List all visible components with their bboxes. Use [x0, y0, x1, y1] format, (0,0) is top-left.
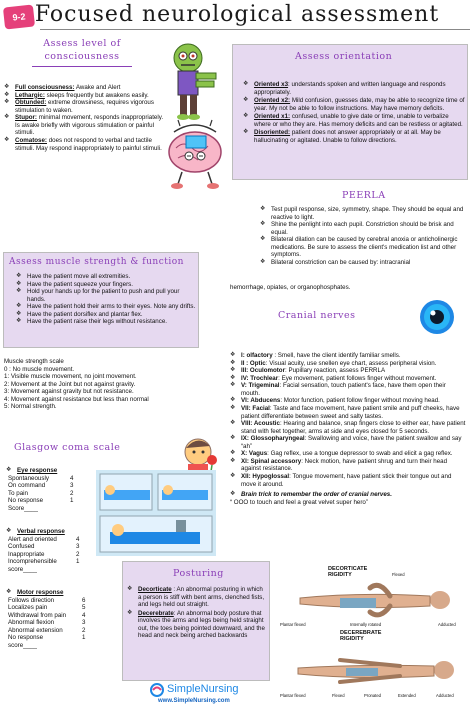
gcs-score: 4	[70, 474, 74, 482]
orientation-heading: Assess orientation	[295, 51, 393, 62]
gcs-label: score____	[8, 565, 37, 573]
patient-bed-illustration	[96, 470, 216, 556]
gcs-score: 1	[70, 497, 74, 505]
eye-rows	[8, 475, 96, 513]
scale-row: 2: Movement at the Joint but not against gravity.	[4, 380, 136, 388]
cranial-nerves-section	[228, 310, 468, 560]
footer-logo	[150, 683, 239, 697]
consciousness-item: ❖ Comatose: does not respond to verbal and tactile stimuli. May respond inappropriately to painful stimuli.	[4, 136, 162, 152]
gcs-score: 3	[70, 482, 74, 490]
decerebrate-label: Extended	[398, 693, 416, 698]
verbal-response-title: ❖ Verbal response	[6, 528, 65, 535]
consciousness-item: ❖ Obtunded: extreme drowsiness, requires vigorous stimulation to waken.	[4, 99, 154, 114]
motor-response-title: ❖ Motor response	[6, 589, 64, 596]
consciousness-item: ❖ Lethargic: sleeps frequently but awakens easily.	[4, 91, 149, 99]
gcs-label: Spontaneously	[8, 474, 49, 482]
cranial-item: ❖ VIII: Acoustic: Hearing and balance, snap fingers close to either ear, have patient stand with feet together, arms at side and eyes closed for 5 seconds.	[230, 420, 466, 435]
cranial-item: ❖ III: Oculomotor: Pupillary reaction, assess PERRLA	[230, 367, 386, 375]
muscle-strength-scale	[4, 358, 204, 411]
peerla-item: ❖ Test pupil response, size, symmetry, shape. They should be equal and reactive to light.	[260, 206, 464, 221]
glasgow-verbal-response	[6, 528, 96, 573]
decorticate-figure	[280, 566, 470, 632]
brand-name: SimpleNursing	[167, 683, 239, 696]
decerebrate-body-illustration	[280, 642, 470, 692]
consciousness-item: ❖ Stupor: minimal movement, responds inappropriately. Is awake briefly with vigorous stimulation or painful stimuli.	[4, 114, 164, 137]
scale-row: 1: Visible muscle movement, no joint movement.	[4, 373, 137, 381]
motor-rows	[8, 597, 96, 650]
gcs-score: 2	[82, 626, 86, 634]
orientation-panel	[232, 44, 468, 180]
gcs-label: Abnormal flexion	[8, 619, 55, 627]
zombie-illustration	[160, 40, 220, 120]
cranial-list	[230, 352, 466, 506]
cranial-item: ❖ VII: Facial: Taste and face movement, have patient smile and puff cheeks, have patient differentiate between sweet and salty tastes.	[230, 404, 460, 420]
cranial-item: ❖ VI: Abducens: Motor function, patient follow finger without moving head.	[230, 397, 440, 405]
gcs-score: 4	[76, 535, 80, 543]
gcs-label: Inappropriate	[8, 550, 45, 558]
gcs-score: 1	[76, 558, 80, 566]
peerla-section	[232, 188, 468, 296]
cranial-item: ❖ XI: Spinal accessory: Neck motion, have patient shrug and turn their head against resistance.	[230, 457, 448, 473]
gcs-score: 5	[82, 604, 86, 612]
gcs-score: 2	[76, 550, 80, 558]
simplenursing-logo-icon	[150, 683, 164, 697]
glasgow-eye-response	[6, 467, 96, 512]
gcs-score: 1	[82, 634, 86, 642]
muscle-item: ❖ Have the patient hold their arms to their eyes. Note any drifts.	[16, 303, 196, 311]
orientation-item: ❖ Oriented x1: confused, unable to give date or time, unable to verbalize where or who they are. Has memory deficits and can be restless or agitated.	[243, 113, 463, 128]
decorticate-label: Adducted	[438, 622, 456, 627]
chapter-badge: 9-2	[3, 4, 35, 29]
cranial-item: ❖ V: Trigeminal: Facial sensation, touch patient's face, have them open their mouth.	[230, 382, 446, 397]
muscle-item: ❖ Have the patient dorsiflex and plantar flex.	[16, 310, 143, 318]
orientation-list	[243, 81, 465, 145]
page-title: Focused neurological assessment	[34, 2, 440, 27]
dizzy-brain-illustration	[164, 118, 226, 190]
glasgow-heading: Glasgow coma scale	[14, 442, 121, 453]
gcs-label: Withdrawal from pain	[8, 611, 67, 619]
gcs-score: 4	[82, 611, 86, 619]
gcs-label: Alert and oriented	[8, 535, 57, 543]
gcs-label: Confused	[8, 543, 35, 551]
gcs-label: To pain	[8, 489, 28, 497]
decerebrate-label: Pronated	[364, 693, 381, 698]
posturing-heading: Posturing	[173, 568, 224, 579]
decerebrate-label: Adducted	[436, 693, 454, 698]
gcs-label: Score____	[8, 504, 38, 512]
gcs-label: Localizes pain	[8, 604, 48, 612]
gcs-score: 3	[76, 543, 80, 551]
title-divider	[40, 29, 470, 30]
cranial-item: ❖ IV: Trochlear: Eye movement, patient follows finger without movement.	[230, 374, 437, 382]
orientation-item: ❖ Disoriented: patient does not answer appropriately or at all. May be hallucinating or agitated. Unable to follow directions.	[243, 129, 441, 144]
muscle-item: ❖ Have the patient squeeze your fingers.	[16, 280, 133, 288]
gcs-label: No response	[8, 497, 44, 505]
footer-url[interactable]: www.SimpleNursing.com	[158, 698, 230, 704]
consciousness-list	[4, 84, 164, 152]
peerla-item: ❖ Bilateral constriction can be caused by: intracranial	[260, 258, 411, 266]
muscle-heading: Assess muscle strength & function	[9, 257, 184, 267]
decorticate-label: Flexed	[392, 572, 405, 577]
eye-response-title: ❖ Eye response	[6, 467, 58, 474]
cranial-item: ❖ X: Vagus: Gag reflex, use a tongue depressor to swab and elicit a gag reflex.	[230, 450, 453, 458]
posturing-item: ❖ Decerebrate: An abnormal body posture that involves the arms and legs being held straight out, the toes being pointed downward, and the head and neck being arched backwards	[127, 609, 265, 640]
orientation-item: ❖ Oriented x2: Mild confusion, guesses date, may be able to recognize time of year. My not be able to follow instructions. May have memory deficits.	[243, 97, 465, 112]
peerla-item: ❖ Shine the penlight into each pupil. Constriction should be brisk and equal.	[260, 221, 454, 236]
cranial-heading: Cranial nerves	[278, 310, 356, 321]
posturing-item: ❖ Decorticate : An abnormal posturing in which a person is stiff with bent arms, clenched fists, and legs held out straight.	[127, 586, 265, 609]
muscle-item: ❖ Have the patient raise their legs without resistance.	[16, 318, 167, 326]
brain-trick: ❖ Brain trick to remember the order of cranial nerves.	[230, 491, 392, 499]
mnemonic: “ OOO to touch and feel a great velvet super hero”	[230, 498, 368, 506]
gcs-label: No response	[8, 634, 44, 642]
decerebrate-title: DECEREBRATE RIGIDITY	[340, 630, 382, 643]
posturing-list	[127, 586, 267, 640]
decerebrate-figure	[280, 630, 470, 702]
posturing-panel	[122, 561, 270, 681]
peerla-trailing: hemorrhage, opiates, or organophosphates.	[230, 284, 351, 291]
muscle-item: ❖ Have the patient move all extremities.	[16, 273, 131, 280]
decorticate-body-illustration	[280, 574, 470, 624]
decorticate-title: DECORTICATE RIGIDITY	[328, 566, 368, 579]
scale-row: 3: Movement against gravity but not resistance.	[4, 388, 134, 396]
gcs-score: 3	[82, 619, 86, 627]
consciousness-heading: Assess level of consciousness	[32, 38, 132, 67]
muscle-item: ❖ Hold your hands up for the patient to push and pull your hands.	[16, 288, 180, 303]
gcs-score: 2	[70, 489, 74, 497]
scale-row: 4: Movement against resistance but less than normal	[4, 395, 149, 403]
peerla-heading: PEERLA	[342, 190, 386, 201]
scale-row: 0 : No muscle movement.	[4, 365, 75, 373]
decorticate-label: Internally rotated	[350, 622, 382, 627]
gcs-label: Follows direction	[8, 596, 55, 604]
cranial-item: ❖ II : Optic: Visual acuity, use snellen eye chart, assess peripheral vision.	[230, 359, 437, 367]
consciousness-item: ❖ Full consciousness: Awake and Alert	[4, 84, 121, 91]
muscle-list	[16, 273, 196, 326]
cranial-item: ❖ I: olfactory : Smell, have the client identify familiar smells.	[230, 352, 401, 359]
gcs-label: On command	[8, 482, 46, 490]
scale-row: 5: Normal strength.	[4, 403, 57, 411]
cranial-item: ❖ IX: Glossopharyngeal: Swallowing and voice, have the patient swallow and say “ah”	[230, 435, 462, 450]
gcs-label: Incomprehensible	[8, 558, 57, 566]
gcs-label: score____	[8, 641, 37, 649]
decorticate-label: Plantar flexed	[280, 622, 306, 627]
consciousness-section	[4, 36, 164, 224]
peerla-list	[260, 206, 466, 267]
peerla-item: ❖ Bilateral dilation can be caused by cerebral anoxia or anticholinergic medications. Be sure to assess the client's medication list and other symptoms.	[260, 236, 458, 259]
verbal-rows	[8, 536, 96, 574]
scale-title: Muscle strength scale	[4, 358, 64, 365]
decerebrate-label: Plantar flexed	[280, 693, 306, 698]
glasgow-motor-response	[6, 589, 96, 650]
decerebrate-label: Flexed	[332, 693, 345, 698]
muscle-panel	[3, 252, 199, 348]
orientation-item: ❖ Oriented x3: understands spoken and written language and responds appropriately.	[243, 81, 446, 96]
gcs-label: Abnormal extension	[8, 626, 63, 634]
gcs-score: 6	[82, 596, 86, 604]
cranial-item: ❖ XII: Hypoglossal: Tongue movement, have patient stick their tongue out and move it around.	[230, 473, 452, 488]
